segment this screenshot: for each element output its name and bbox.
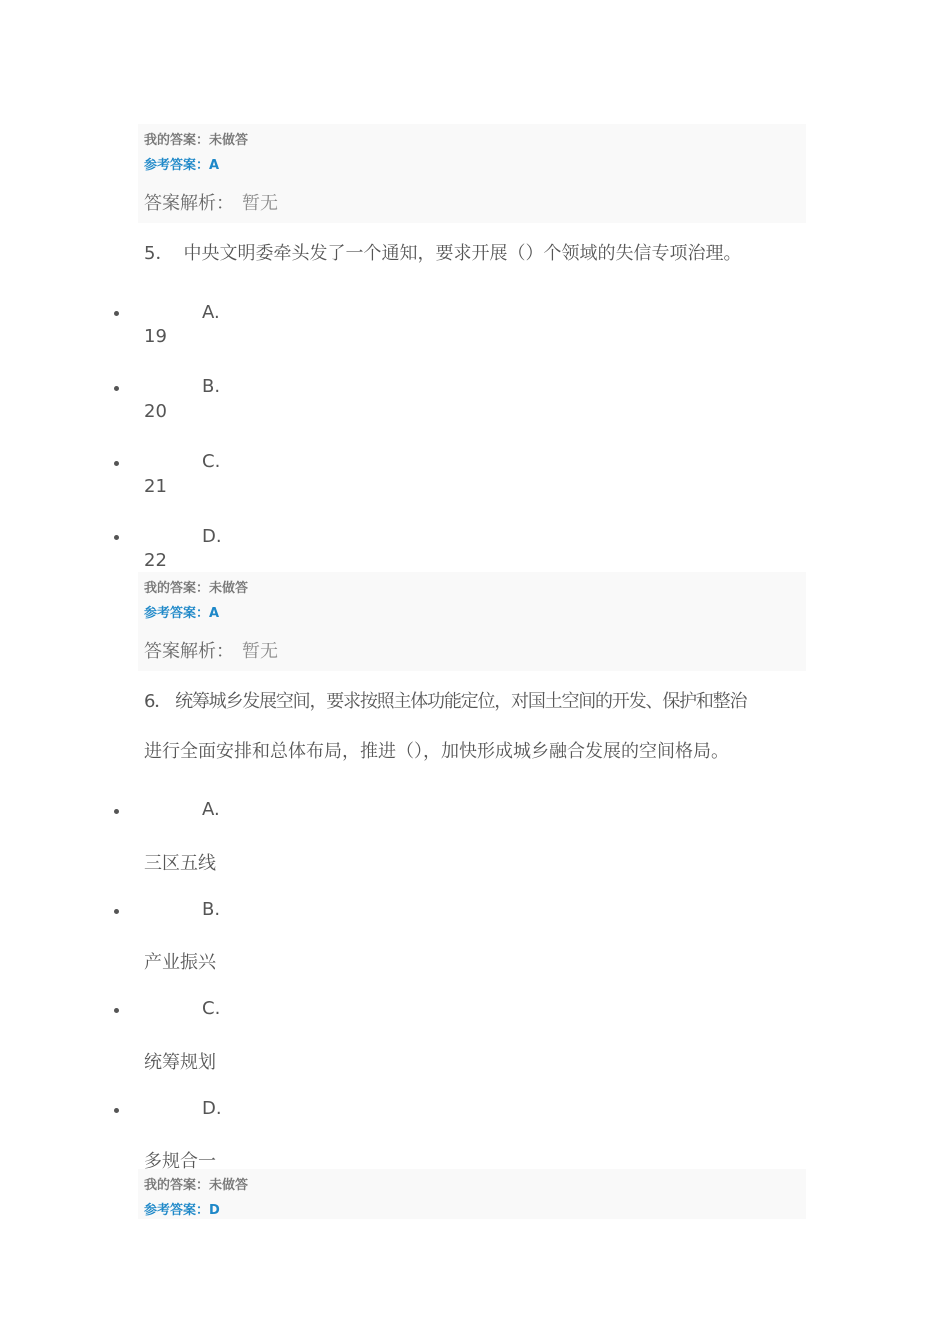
option-letter-d[interactable]: D. bbox=[202, 1098, 222, 1119]
bullet bbox=[114, 1008, 119, 1013]
option-letter-d[interactable]: D. bbox=[202, 526, 222, 547]
answer-analysis-value: 暂无 bbox=[242, 193, 278, 214]
option-text-d[interactable]: 22 bbox=[144, 550, 167, 571]
my-answer-row: 我的答案：未做答 bbox=[144, 133, 249, 148]
answer-analysis-row: 答案解析： 暂无 bbox=[144, 641, 278, 662]
option-text-c[interactable]: 21 bbox=[144, 476, 167, 497]
reference-answer-row: 参考答案：A bbox=[144, 606, 220, 621]
bullet bbox=[114, 311, 119, 316]
option-text-d[interactable]: 多规合一 bbox=[144, 1151, 216, 1172]
option-text-b[interactable]: 产业振兴 bbox=[144, 952, 216, 973]
bullet bbox=[114, 809, 119, 814]
option-text-a[interactable]: 19 bbox=[144, 326, 167, 347]
question-5 bbox=[144, 239, 741, 265]
my-answer-value: 未做答 bbox=[209, 581, 249, 596]
my-answer-row: 我的答案：未做答 bbox=[144, 581, 249, 596]
question-text: 中央文明委牵头发了一个通知，要求开展（）个领域的失信专项治理。 bbox=[183, 243, 742, 264]
bullet bbox=[114, 386, 119, 391]
my-answer-value: 未做答 bbox=[209, 1178, 249, 1193]
option-letter-b[interactable]: B. bbox=[202, 899, 221, 920]
answer-analysis-value: 暂无 bbox=[242, 641, 278, 662]
option-text-a[interactable]: 三区五线 bbox=[144, 853, 216, 874]
reference-answer-value: A bbox=[209, 606, 220, 621]
option-text-c[interactable]: 统筹规划 bbox=[144, 1052, 216, 1073]
reference-answer-row: 参考答案：D bbox=[144, 1203, 220, 1218]
question-text-line-1: 统筹城乡发展空间，要求按照主体功能定位，对国土空间的开发、保护和整治 bbox=[175, 691, 747, 712]
option-letter-a[interactable]: A. bbox=[202, 302, 220, 323]
bullet bbox=[114, 909, 119, 914]
bullet bbox=[114, 535, 119, 540]
answer-analysis-row: 答案解析： 暂无 bbox=[144, 193, 278, 214]
bullet bbox=[114, 461, 119, 466]
option-text-b[interactable]: 20 bbox=[144, 401, 167, 422]
bullet bbox=[114, 1108, 119, 1113]
question-6-line-2: 进行全面安排和总体布局，推进（），加快形成城乡融合发展的空间格局。 bbox=[144, 741, 729, 762]
option-letter-b[interactable]: B. bbox=[202, 376, 221, 397]
question-6 bbox=[144, 687, 746, 713]
option-letter-c[interactable]: C. bbox=[202, 998, 221, 1019]
my-answer-value: 未做答 bbox=[209, 133, 249, 148]
question-number: 6． bbox=[144, 691, 172, 712]
option-letter-c[interactable]: C. bbox=[202, 451, 221, 472]
reference-answer-value: D bbox=[209, 1203, 220, 1218]
reference-answer-row: 参考答案：A bbox=[144, 158, 220, 173]
question-number: 5． bbox=[144, 243, 174, 264]
my-answer-row: 我的答案：未做答 bbox=[144, 1178, 249, 1193]
reference-answer-value: A bbox=[209, 158, 220, 173]
option-letter-a[interactable]: A. bbox=[202, 799, 220, 820]
